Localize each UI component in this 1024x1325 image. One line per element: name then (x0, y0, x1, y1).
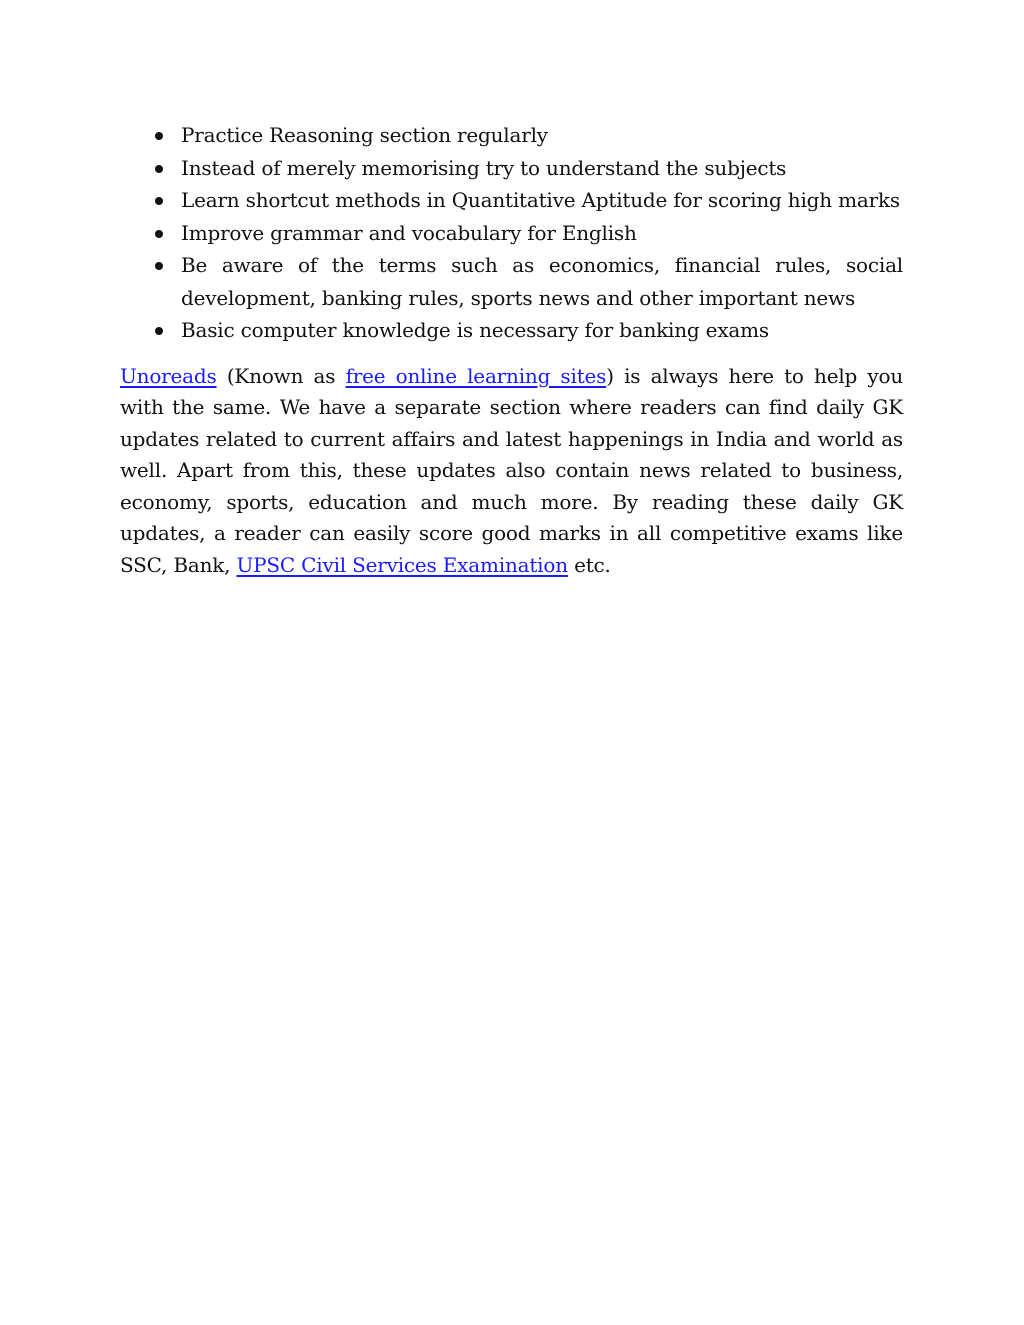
list-item (120, 184, 903, 217)
list-item-text: Practice Reasoning section regularly (181, 123, 548, 147)
tips-list (120, 119, 903, 347)
bullet-icon (155, 165, 163, 173)
free-online-learning-sites-link[interactable]: free online learning sites (345, 363, 607, 388)
list-item (120, 217, 903, 250)
unoreads-link[interactable]: Unoreads (120, 363, 217, 388)
list-item (120, 152, 903, 185)
bullet-icon (155, 197, 163, 205)
bullet-icon (155, 262, 163, 270)
list-item-text: Be aware of the terms such as economics, financial rules, social development, banking rules, sports news and other important news (181, 253, 903, 310)
list-item (120, 249, 903, 314)
bullet-icon (155, 327, 163, 335)
bullet-icon (155, 230, 163, 238)
paragraph-text: ) is always here to help you with the same. We have a separate section where readers can find daily GK updates related to current affairs and latest happenings in India and world as well. Apart from this, these updates also contain news related to business, economy, sports, education and much more. By reading these daily GK updates, a reader can easily score good marks in all competitive exams like SSC, Bank, (120, 363, 903, 578)
bullet-icon (155, 132, 163, 140)
list-item-text: Improve grammar and vocabulary for English (181, 220, 637, 245)
paragraph-text: etc. (567, 553, 611, 578)
list-item-text: Basic computer knowledge is necessary for banking exams (181, 318, 769, 342)
body-paragraph (120, 361, 903, 582)
list-item (120, 119, 903, 152)
list-item (120, 314, 903, 347)
list-item-text: Instead of merely memorising try to understand the subjects (181, 155, 787, 180)
list-item-text: Learn shortcut methods in Quantitative Aptitude for scoring high marks (181, 188, 900, 212)
document-content (120, 119, 903, 582)
upsc-civil-services-link[interactable]: UPSC Civil Services Examination (236, 553, 568, 578)
paragraph-text: (Known as (216, 363, 346, 388)
